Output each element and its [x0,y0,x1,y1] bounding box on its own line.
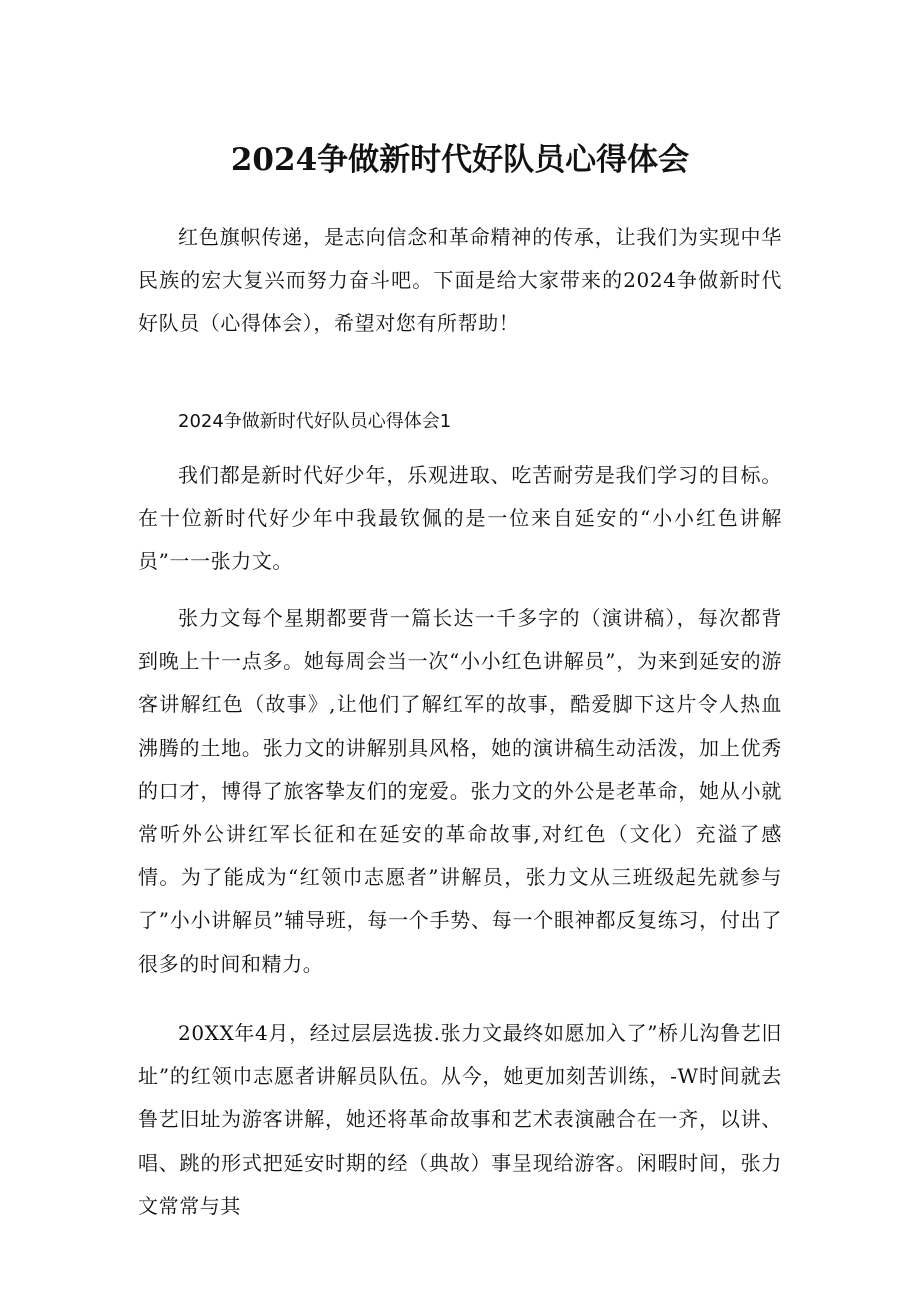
intro-paragraph: 红色旗帜传递，是志向信念和革命精神的传承，让我们为实现中华民族的宏大复兴而努力奋斗吧。下面是给大家带来的2024争做新时代好队员（心得体会），希望对您有所帮助！ [138,225,782,336]
section-heading: 2024争做新时代好队员心得体会1 [178,411,452,432]
body-paragraph: 张力文每个星期都要背一篇长达一千多字的（演讲稿），每次都背到晚上十一点多。她每周会当一次“小小红色讲解员”，为来到延安的游客讲解红色（故事》,让他们了解红军的故事，酷爱脚下这片令人热血沸腾的土地。张力文的讲解别具风格，她的演讲稿生动活泼，加上优秀的口才，博得了旅客挚友们的宠爱。张力文的外公是老革命，她从小就常听外公讲红军长征和在延安的革命故事,对红色（文化）充溢了感情。为了能成为“红领巾志愿者”讲解员，张力文从三班级起先就参与了”小小讲解员”辅导班，每一个手势、每一个眼神都反复练习，付出了很多的时间和精力。 [138,606,782,976]
document-title: 2024争做新时代好队员心得体会 [230,142,690,178]
body-paragraph: 我们都是新时代好少年，乐观进取、吃苦耐劳是我们学习的目标。在十位新时代好少年中我最钦佩的是一位来自延安的“小小红色讲解员”一一张力文。 [138,463,782,574]
body-paragraph: 20XX年4月，经过层层选拔.张力文最终如愿加入了”桥儿沟鲁艺旧址”的红领巾志愿者讲解员队伍。从今，她更加刻苦训练，-W时间就去鲁艺旧址为游客讲解，她还将革命故事和艺术表演融合在一齐，以讲、唱、跳的形式把延安时期的经（典故）事呈现给游客。闲暇时间，张力文常常与其 [138,1021,782,1218]
